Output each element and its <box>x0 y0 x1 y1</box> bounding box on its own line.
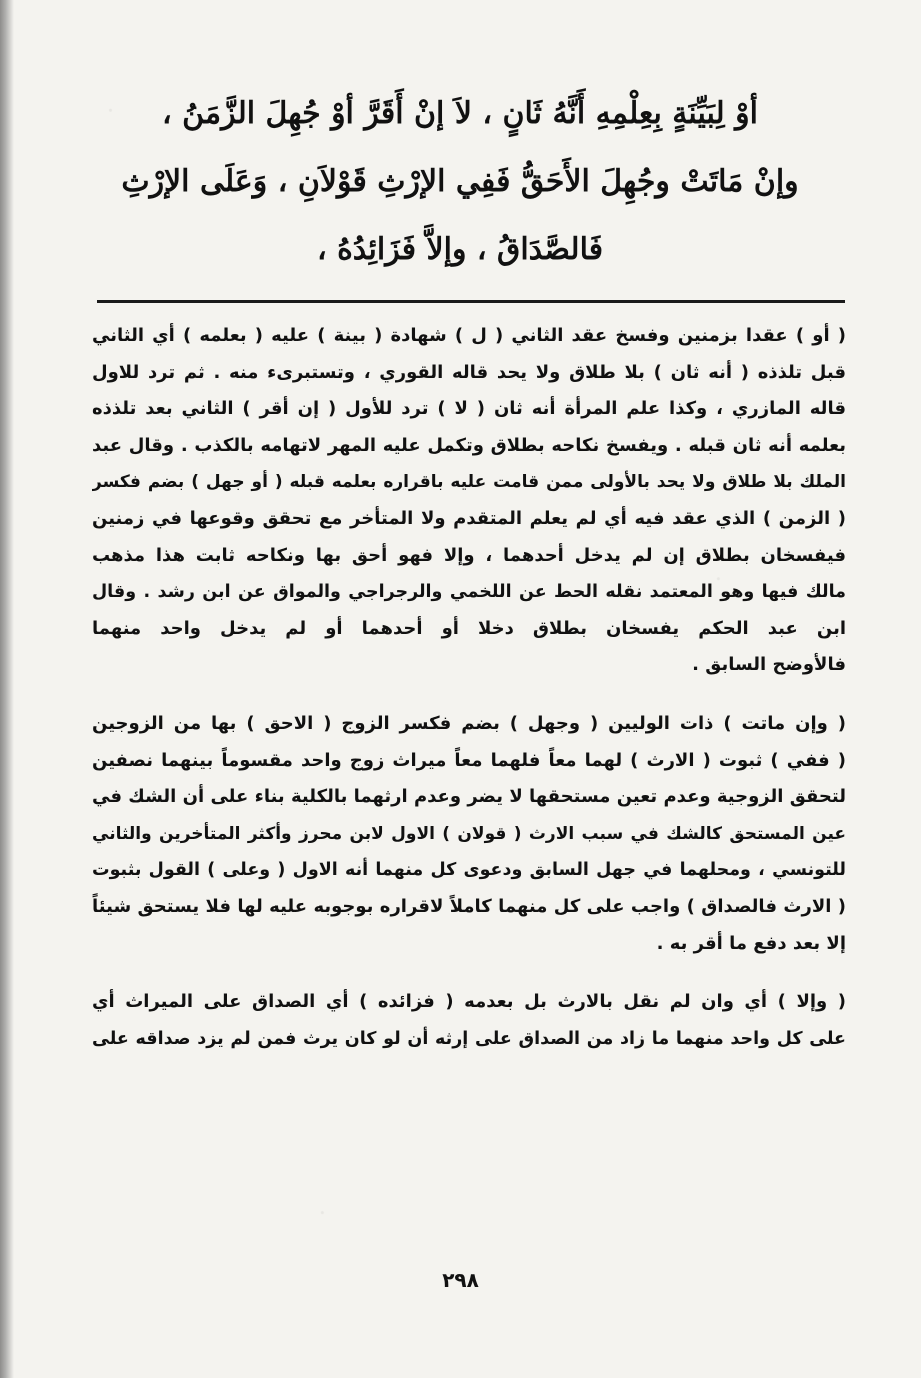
commentary-line: ابن عبد الحكم يفسخان بطلاق دخلا أو أحدهما أو لم يدخل واحد منهما <box>92 617 846 639</box>
commentary-line: للتونسي ، ومحلهما في جهل السابق ودعوى كل منهما أنه الاول ( وعلى ) القول بثبوت <box>92 860 846 881</box>
main-text-block <box>95 80 825 284</box>
commentary-line: فيفسخان بطلاق إن لم يدخل أحدهما ، وإلا فهو أحق بها ونكاحه ثابت هذا مذهب <box>92 544 846 566</box>
commentary-paragraph <box>92 318 846 684</box>
commentary-line: عين المستحق كالشك في سبب الارث ( قولان ) الاول لابن محرز وأكثر المتأخرين والثاني <box>92 823 846 844</box>
commentary-line: بعلمه أنه ثان قبله . ويفسخ نكاحه بطلاق وتكمل عليه المهر لاتهامه بالكذب . وقال عبد <box>92 434 846 456</box>
commentary-paragraph <box>92 706 846 962</box>
commentary-line: ( وإن ماتت ) ذات الوليين ( وجهل ) بضم فكسر الزوج ( الاحق ) بها من الزوجين <box>92 712 846 734</box>
commentary-paragraph <box>92 984 846 1057</box>
main-text-line: أوْ لِبَيِّنَةٍ بِعِلْمِهِ أَنَّهُ ثَانٍ ، لاَ إنْ أَقَرَّ أوْ جُهِلَ الزَّمَنُ ، <box>162 96 758 131</box>
commentary-line: مالك فيها وهو المعتمد نقله الحط عن اللخمي والرجراجي والمواق عن ابن رشد . وقال <box>92 582 846 603</box>
commentary-line: ( الزمن ) الذي عقد فيه أي لم يعلم المتقدم ولا المتأخر مع تحقق وقوعها في زمنين <box>92 507 846 529</box>
commentary-line: الملك بلا طلاق ولا يحد بالأولى ممن قامت عليه باقراره بعلمه قبله ( أو جهل ) بضم فكسر <box>92 472 846 493</box>
separator-rule <box>97 300 845 303</box>
commentary-line: ( ففي ) ثبوت ( الارث ) لهما معاً فلهما معاً ميراث زوج واحد مقسوماً بينهما نصفين <box>92 749 846 771</box>
commentary-line: لتحقق الزوجية وعدم تعين مستحقها لا يضر وعدم ارثهما بالكلية بناء على أن الشك في <box>92 786 846 808</box>
commentary-line: ( الارث فالصداق ) واجب على كل منهما كاملاً لاقراره بوجوبه عليه لها فلا يستحق شيئاً <box>92 895 846 917</box>
main-text-line: فَالصَّدَاقُ ، وإلاَّ فَزَائِدُهُ ، <box>316 232 604 267</box>
commentary-line: قبل تلذذه ( أنه ثان ) بلا طلاق ولا يحد قاله القوري ، وتستبرىء منه . ثم ترد للاول <box>92 361 846 383</box>
commentary-line: ( وإلا ) أي وان لم نقل بالارث بل بعدمه ( فزائده ) أي الصداق على الميراث أي <box>92 991 846 1013</box>
main-text-line: وإنْ مَاتَتْ وجُهِلَ الأَحَقُّ فَفِي الإرْثِ قَوْلاَنِ ، وَعَلَى الإرْثِ <box>121 164 799 199</box>
commentary-block <box>92 318 846 1057</box>
page-edge-shadow <box>0 0 14 1378</box>
commentary-line: على كل واحد منهما ما زاد من الصداق على إرثه أن لو كان يرث فمن لم يزد صداقه على <box>92 1028 846 1049</box>
commentary-line: فالأوضح السابق . <box>692 654 846 676</box>
commentary-line: إلا بعد دفع ما أقر به . <box>656 932 846 954</box>
commentary-line: قاله المازري ، وكذا علم المرأة أنه ثان ( لا ) ترد للأول ( إن أقر ) الثاني بعد تلذذه <box>92 398 846 420</box>
commentary-line: ( أو ) عقدا بزمنين وفسخ عقد الثاني ( ل ) شهادة ( بينة ) عليه ( بعلمه ) أي الثاني <box>92 325 846 346</box>
page-number: ٢٩٨ <box>442 1268 479 1292</box>
